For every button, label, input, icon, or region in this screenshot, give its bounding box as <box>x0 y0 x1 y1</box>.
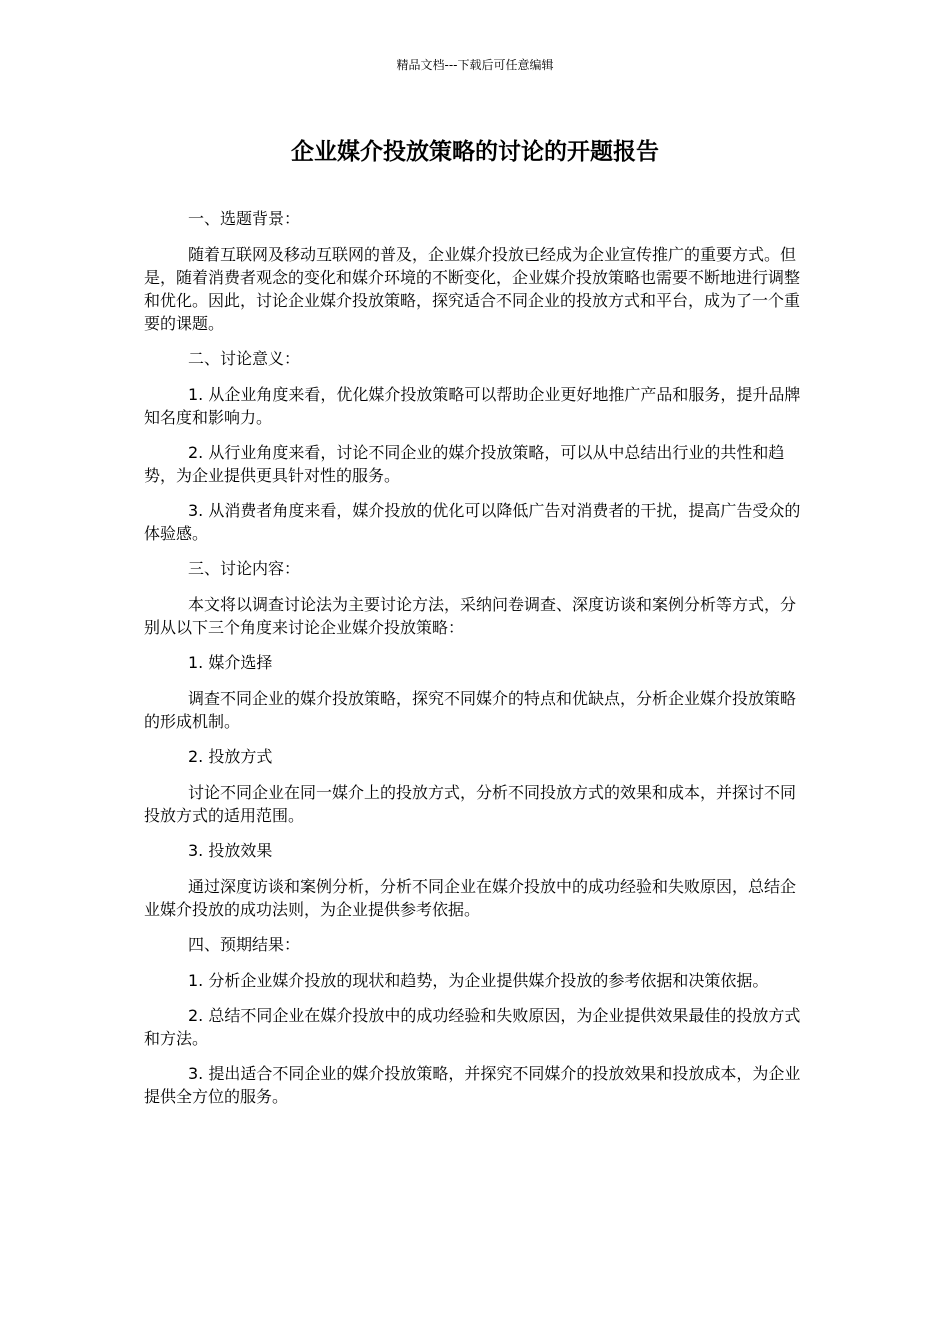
paragraph-placement-effect: 通过深度访谈和案例分析，分析不同企业在媒介投放中的成功经验和失败原因，总结企业媒介投放的成功法则，为企业提供参考依据。 <box>144 877 797 919</box>
significance-item-2: 2. 从行业角度来看，讨论不同企业的媒介投放策略，可以从中总结出行业的共性和趋势，为企业提供更具针对性的服务。 <box>144 443 785 485</box>
paragraph-media-selection: 调查不同企业的媒介投放策略，探究不同媒介的特点和优缺点，分析企业媒介投放策略的形成机制。 <box>144 689 797 731</box>
document-title: 企业媒介投放策略的讨论的开题报告 <box>291 139 659 165</box>
section-heading-significance: 二、讨论意义： <box>188 349 301 368</box>
result-item-3: 3. 提出适合不同企业的媒介投放策略，并探究不同媒介的投放效果和投放成本，为企业提供全方位的服务。 <box>144 1064 801 1106</box>
paragraph-content-intro: 本文将以调查讨论法为主要讨论方法，采纳问卷调查、深度访谈和案例分析等方式，分别从以下三个角度来讨论企业媒介投放策略： <box>144 595 797 637</box>
paragraph-placement-method: 讨论不同企业在同一媒介上的投放方式，分析不同投放方式的效果和成本，并探讨不同投放方式的适用范围。 <box>144 783 797 825</box>
result-item-1: 1. 分析企业媒介投放的现状和趋势，为企业提供媒介投放的参考依据和决策依据。 <box>188 971 769 990</box>
section-heading-content: 三、讨论内容： <box>188 559 301 578</box>
section-heading-expected-results: 四、预期结果： <box>188 935 301 954</box>
significance-item-3: 3. 从消费者角度来看，媒介投放的优化可以降低广告对消费者的干扰，提高广告受众的体验感。 <box>144 501 801 543</box>
page-header: 精品文档---下载后可任意编辑 <box>396 58 554 72</box>
subheading-placement-effect: 3. 投放效果 <box>188 841 273 860</box>
subheading-placement-method: 2. 投放方式 <box>188 747 273 766</box>
result-item-2: 2. 总结不同企业在媒介投放中的成功经验和失败原因，为企业提供效果最佳的投放方式和方法。 <box>144 1006 801 1048</box>
subheading-media-selection: 1. 媒介选择 <box>188 653 273 672</box>
significance-item-1: 1. 从企业角度来看，优化媒介投放策略可以帮助企业更好地推广产品和服务，提升品牌知名度和影响力。 <box>144 385 801 427</box>
paragraph-background: 随着互联网及移动互联网的普及，企业媒介投放已经成为企业宣传推广的重要方式。但是，随着消费者观念的变化和媒介环境的不断变化，企业媒介投放策略也需要不断地进行调整和优化。因此，讨论企业媒介投放策略，探究适合不同企业的投放方式和平台，成为了一个重要的课题。 <box>144 245 801 333</box>
document-body <box>144 207 806 1120</box>
section-heading-background: 一、选题背景： <box>188 209 301 228</box>
